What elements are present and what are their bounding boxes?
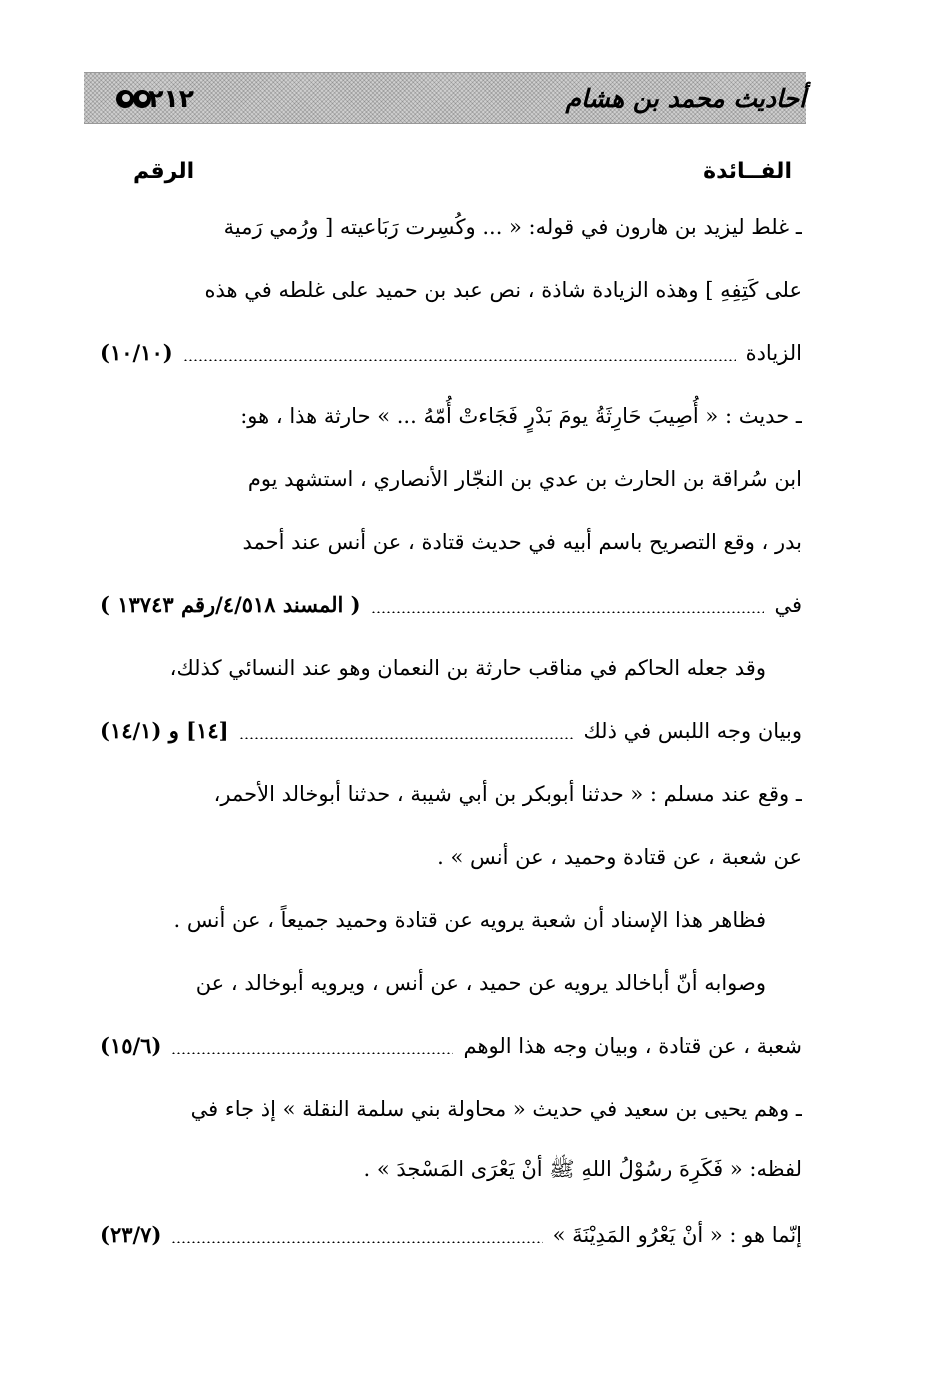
text-line: ـ وقع عند مسلم : « حدثنا أبوبكر بن أبي شيبة ، حدثنا أبوخالد الأحمر، <box>213 781 802 806</box>
text-line: ابن سُراقة بن الحارث بن عدي بن النجّار الأنصاري ، استشهد يوم <box>247 466 802 491</box>
dot-leader <box>171 1241 542 1243</box>
dot-leader <box>239 737 574 739</box>
reference-number: (٢٣/٧) <box>100 1222 162 1247</box>
text-line: ـ حديث : « أُصِيبَ حَارِثَةُ يومَ بَدْرٍ فَجَاءتْ أُمّهُ ... » حارثة هذا ، هو: <box>240 403 802 428</box>
column-heading-raqm: الرقم <box>133 159 195 184</box>
dot-leader <box>171 1052 453 1054</box>
text-line: على كَتِفِهِ ] وهذه الزيادة شاذة ، نص عبد بن حميد على غلطه في هذه <box>204 277 802 302</box>
running-title: أحاديث محمد بن هشام <box>565 84 806 113</box>
reference-number: [١٤] و (١٤/١) <box>100 718 229 743</box>
text-line: ـ وهم يحيى بن سعيد في حديث « محاولة بني سلمة النقلة » إذ جاء في <box>190 1096 802 1121</box>
text-line: ـ غلط ليزيد بن هارون في قوله: « ... وكُسِرت رَبَاعيته [ ورُمي رَمية <box>223 214 802 239</box>
text-line: عن شعبة ، عن قتادة وحميد ، عن أنس » . <box>437 844 802 869</box>
text-line: فظاهر هذا الإسناد أن شعبة يرويه عن قتادة وحميد جميعاً ، عن أنس . <box>173 907 766 932</box>
column-heading-fawaid: الفــائدة <box>703 159 792 184</box>
body-text <box>100 195 802 1266</box>
dot-leader <box>183 359 736 361</box>
dot-leader <box>371 611 765 613</box>
text-line: وصوابه أنّ أباخالد يرويه عن حميد ، عن أنس ، ويرويه أبوخالد ، عن <box>195 970 766 995</box>
reference-line: وبيان وجه اللبس في ذلك [١٤] و (١٤/١) <box>100 718 802 743</box>
reference-line: الزيادة (١٠/١٠) <box>100 340 802 365</box>
reference-number: (١٠/١٠) <box>100 340 173 365</box>
reference-number: (١٥/٦) <box>100 1033 162 1058</box>
reference-line: إنّما هو : « أنْ يَعْرُو المَدِيْنَةَ » (٢٣/٧) <box>100 1222 802 1247</box>
text-line: بدر ، وقع التصريح باسم أبيه في حديث قتادة ، عن أنس عند أحمد <box>242 529 802 554</box>
reference-line: شعبة ، عن قتادة ، وبيان وجه هذا الوهم (١٥/٦) <box>100 1033 802 1058</box>
reference-line: في ( المسند ٤/٥١٨/رقم ١٣٧٤٣ ) <box>100 592 802 617</box>
text-line: لفظه: « فَكَرِهَ رسُوْلُ اللهِ ﷺ أنْ يَعْرَى المَسْجدَ » . <box>363 1157 802 1181</box>
page-number: ٢١٢ <box>148 84 194 113</box>
reference-number: ( المسند ٤/٥١٨/رقم ١٣٧٤٣ ) <box>100 592 361 617</box>
text-line: وقد جعله الحاكم في مناقب حارثة بن النعمان وهو عند النسائي كذلك، <box>169 655 766 680</box>
